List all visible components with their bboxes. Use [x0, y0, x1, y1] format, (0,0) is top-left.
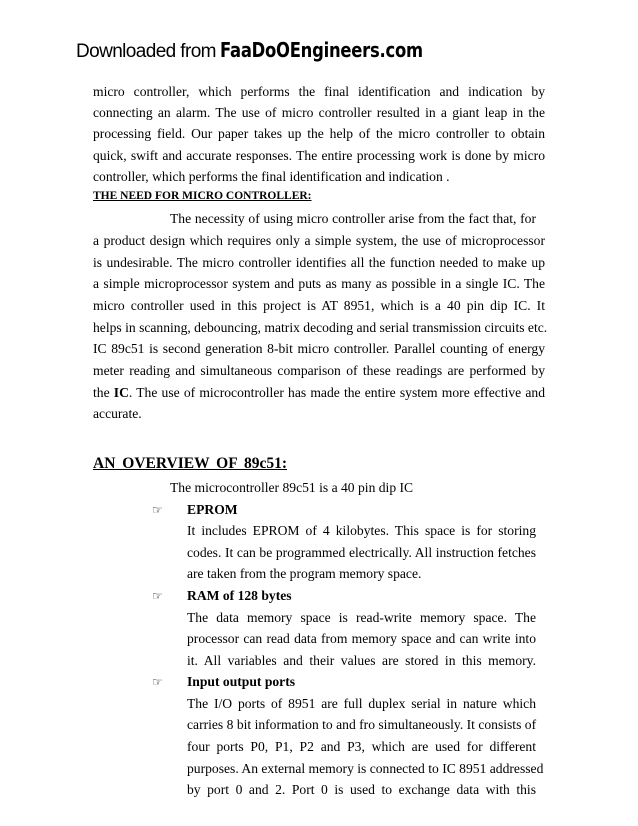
- paragraph-line: micro controller, which performs the final identification and indication by: [93, 84, 545, 99]
- item-line: four ports P0, P1, P2 and P3, which are used for different: [187, 739, 536, 754]
- item-title-eprom: EPROM: [187, 502, 238, 517]
- item-line: It includes EPROM of 4 kilobytes. This space is for storing: [187, 523, 536, 538]
- paragraph-line: The microcontroller 89c51 is a 40 pin dip IC: [170, 480, 414, 495]
- paragraph-line: meter reading and simultaneous comparison of these readings are performed by: [93, 363, 545, 378]
- item-line: carries 8 bit information to and fro simultaneously. It consists of: [187, 717, 537, 732]
- item-title-ram: RAM of 128 bytes: [187, 588, 292, 603]
- header-brand: FaaDoOEngineers.com: [220, 38, 424, 62]
- item-line: processor can read data from memory space and can write into: [187, 631, 536, 646]
- header-prefix: Downloaded from: [76, 41, 216, 62]
- bold-ic: IC: [113, 385, 129, 400]
- pointing-hand-icon: ☞: [152, 503, 163, 517]
- text-fragment: the: [93, 385, 110, 400]
- paragraph-line: a simple microprocessor system and puts as many as possible in a single IC. The: [93, 276, 545, 291]
- item-line: The I/O ports of 8951 are full duplex serial in nature which: [187, 696, 536, 711]
- paragraph-line: controller, which performs the final identification and indication .: [93, 169, 450, 184]
- text-fragment: . The use of microcontroller has made the entire system more effective and: [128, 385, 545, 400]
- paragraph-line: The necessity of using micro controller arise from the fact that, for: [170, 211, 536, 226]
- item-line: by port 0 and 2. Port 0 is used to exchange data with this: [187, 782, 536, 797]
- section-heading-overview: AN OVERVIEW OF 89c51:: [93, 455, 288, 472]
- paragraph-line: [93, 385, 545, 401]
- paragraph-line: a product design which requires only a simple system, the use of microprocessor: [93, 233, 545, 248]
- section-heading-need: THE NEED FOR MICRO CONTROLLER:: [93, 190, 312, 202]
- pointing-hand-icon: ☞: [152, 675, 163, 689]
- paragraph-line: is undesirable. The micro controller identifies all the function needed to make up: [93, 255, 545, 270]
- item-line: it. All variables and their values are stored in this memory.: [187, 653, 536, 668]
- item-line: codes. It can be programmed electrically. All instruction fetches: [187, 545, 536, 560]
- paragraph-line: processing field. Our paper takes up the help of the micro controller to obtain: [93, 126, 545, 141]
- paragraph-line: micro controller used in this project is AT 8951, which is a 40 pin dip IC. It: [93, 298, 545, 313]
- paragraph-line: quick, swift and accurate responses. The entire processing work is done by micro: [93, 148, 545, 163]
- paragraph-line: accurate.: [93, 406, 142, 421]
- paragraph-line: IC 89c51 is second generation 8-bit micro controller. Parallel counting of energy: [93, 341, 545, 356]
- page-header: [76, 38, 468, 63]
- item-line: The data memory space is read-write memory space. The: [187, 610, 536, 625]
- item-line: are taken from the program memory space.: [187, 566, 422, 581]
- item-line: purposes. An external memory is connected to IC 8951 addressed: [187, 761, 544, 776]
- paragraph-line: connecting an alarm. The use of micro controller resulted in a giant leap in the: [93, 105, 545, 120]
- paragraph-line: helps in scanning, debouncing, matrix decoding and serial transmission circuits etc.: [93, 320, 548, 335]
- item-title-io-ports: Input output ports: [187, 674, 296, 689]
- pointing-hand-icon: ☞: [152, 589, 163, 603]
